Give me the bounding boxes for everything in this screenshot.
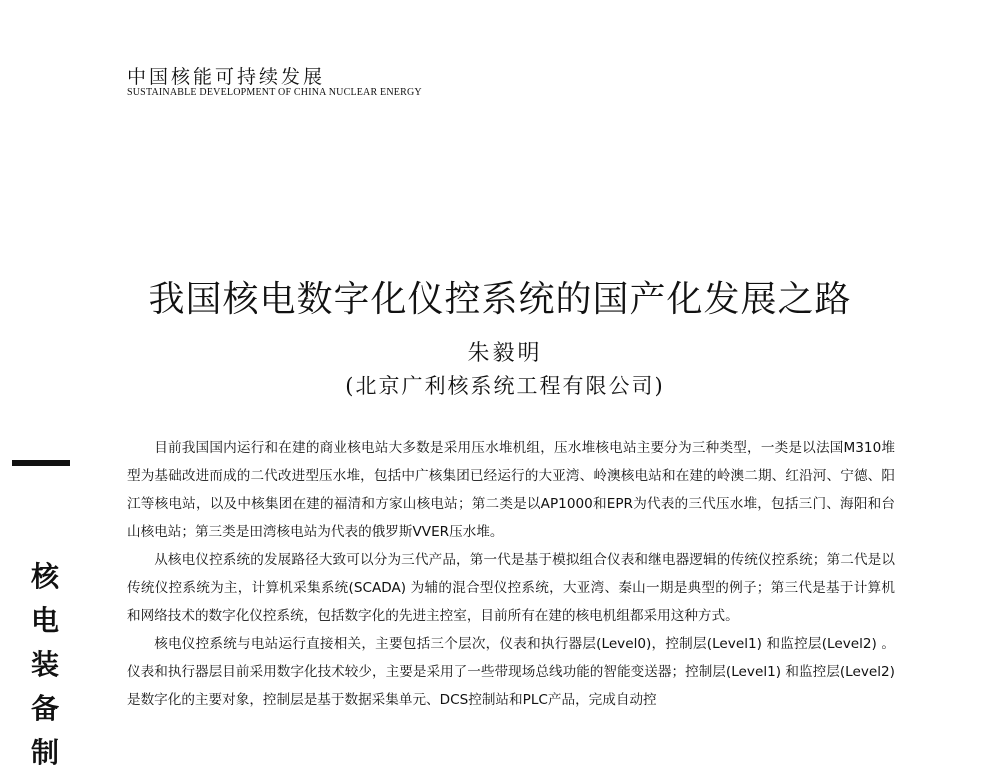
section-marker-bar	[12, 460, 70, 466]
section-label-char: 电	[30, 604, 59, 637]
section-label-vertical	[28, 555, 62, 775]
body-paragraph: 从核电仪控系统的发展路径大致可以分为三代产品，第一代是基于模拟组合仪表和继电器逻辑的传统仪控系统；第二代是以传统仪控系统为主，计算机采集系统(SCADA) 为辅的混合型仪控系统，大亚湾、秦山一期是典型的例子；第三代是基于计算机和网络技术的数字化仪控系统，包括数字化的先进主控室，目前所有在建的核电机组都采用这种方式。	[127, 552, 895, 624]
section-label-char: 装	[30, 648, 59, 681]
section-label-char: 备	[30, 692, 59, 725]
author-affiliation: (北京广利核系统工程有限公司)	[345, 374, 665, 398]
article-body	[127, 434, 895, 714]
body-paragraph: 目前我国国内运行和在建的商业核电站大多数是采用压水堆机组，压水堆核电站主要分为三种类型，一类是以法国M310堆型为基础改进而成的二代改进型压水堆，包括中广核集团已经运行的大亚湾、岭澳核电站和在建的岭澳二期、红沿河、宁德、阳江等核电站，以及中核集团在建的福清和方家山核电站；第二类是以AP1000和EPR为代表的三代压水堆，包括三门、海阳和台山核电站；第三类是田湾核电站为代表的俄罗斯VVER压水堆。	[127, 440, 895, 540]
section-label-char: 制	[30, 736, 59, 769]
section-label-char: 核	[30, 560, 59, 593]
journal-name-en: SUSTAINABLE DEVELOPMENT OF CHINA NUCLEAR ENERGY	[127, 87, 422, 98]
article-author: 朱毅明	[467, 341, 543, 366]
journal-name-cn: 中国核能可持续发展	[127, 66, 326, 88]
body-paragraph: 核电仪控系统与电站运行直接相关，主要包括三个层次，仪表和执行器层(Level0)，控制层(Level1) 和监控层(Level2) 。仪表和执行器层目前采用数字化技术较少，主要是采用了一些带现场总线功能的智能变送器；控制层(Level1) 和监控层(Level2) 是数字化的主要对象，控制层是基于数据采集单元、DCS控制站和PLC产品，完成自动控	[127, 636, 895, 708]
article-title: 我国核电数字化仪控系统的国产化发展之路	[148, 279, 852, 320]
